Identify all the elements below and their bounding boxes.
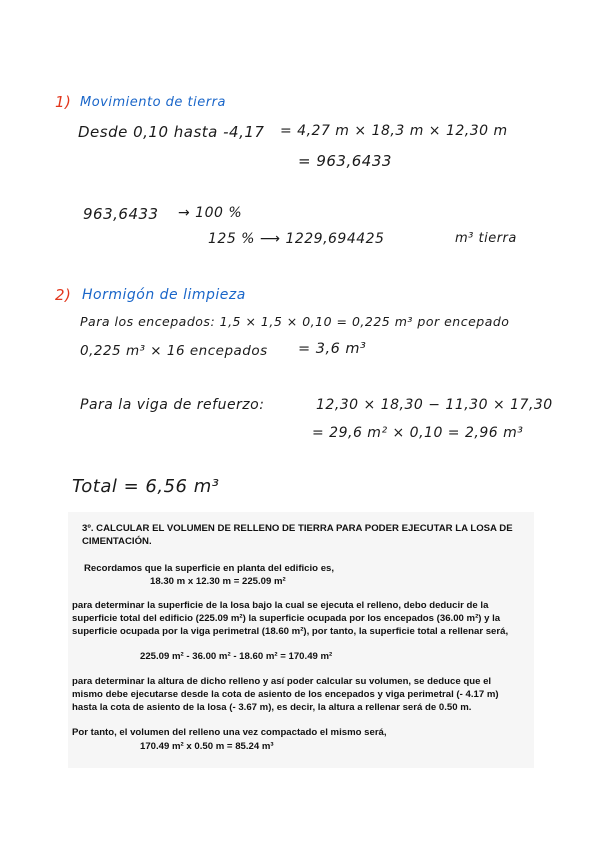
typed-p4: Por tanto, el volumen del relleno una vez compactado el mismo será,	[72, 727, 387, 738]
section-1-title: Movimiento de tierra	[80, 95, 226, 110]
hw-line-base: 963,6433	[83, 205, 159, 223]
hw-line-percent: → 100 %	[178, 205, 243, 221]
hw-line-encepados: Para los encepados: 1,5 × 1,5 × 0,10 = 0,225 m³ por encepado	[80, 314, 510, 329]
hw-line-125: 125 % ⟶ 1229,694425	[208, 231, 385, 247]
hw-line-viga-calc: 12,30 × 18,30 − 11,30 × 17,30	[316, 397, 553, 413]
hw-line-volume-result: = 963,6433	[298, 152, 392, 170]
typed-eq1: 18.30 m x 12.30 m = 225.09 m²	[150, 576, 286, 587]
typed-eq2: 225.09 m² - 36.00 m² - 18.60 m² = 170.49 m²	[140, 651, 333, 662]
typed-p1: Recordamos que la superficie en planta del edificio es,	[84, 563, 335, 574]
typed-p2: para determinar la superficie de la losa bajo la cual se ejecuta el relleno, debo deducir de la superficie total del edificio (225.09 m²) la superficie ocupada por los encepados (36.00 m²) y la superficie ocupada por la viga perimetral (18.60 m²), por tanto, la superficie total a rellenar será,	[72, 600, 509, 637]
hw-line-viga-result: = 29,6 m² × 0,10 = 2,96 m³	[312, 425, 524, 441]
hw-total: Total = 6,56 m³	[72, 476, 220, 497]
typed-eq3: 170.49 m² x 0.50 m = 85.24 m³	[140, 741, 274, 752]
hw-line-tierra: m³ tierra	[455, 231, 517, 246]
typed-p3: para determinar la altura de dicho relleno y así poder calcular su volumen, se deduce que el mismo debe ejecutarse desde la cota de asiento de los encepados y viga perimetral (- 4.17 m) hasta la cota de asiento de la losa (- 3.67 m), es decir, la altura a rellenar será de 0.50 m.	[72, 676, 499, 713]
section-2-number: 2)	[55, 286, 72, 304]
hw-line-16-encepados: 0,225 m³ × 16 encepados	[80, 343, 268, 359]
typed-section-3	[68, 512, 534, 768]
hw-line-desde: Desde 0,10 hasta -4,17	[78, 123, 265, 141]
typed-heading: 3º. CALCULAR EL VOLUMEN DE RELLENO DE TIERRA PARA PODER EJECUTAR LA LOSA DE CIMENTACIÓN.	[82, 523, 513, 547]
hw-line-3-6: = 3,6 m³	[298, 341, 367, 357]
hw-line-volume-calc: = 4,27 m × 18,3 m × 12,30 m	[280, 123, 508, 139]
hw-line-viga: Para la viga de refuerzo:	[80, 397, 265, 413]
section-2-title: Hormigón de limpieza	[82, 287, 246, 303]
section-1-number: 1)	[55, 93, 72, 111]
